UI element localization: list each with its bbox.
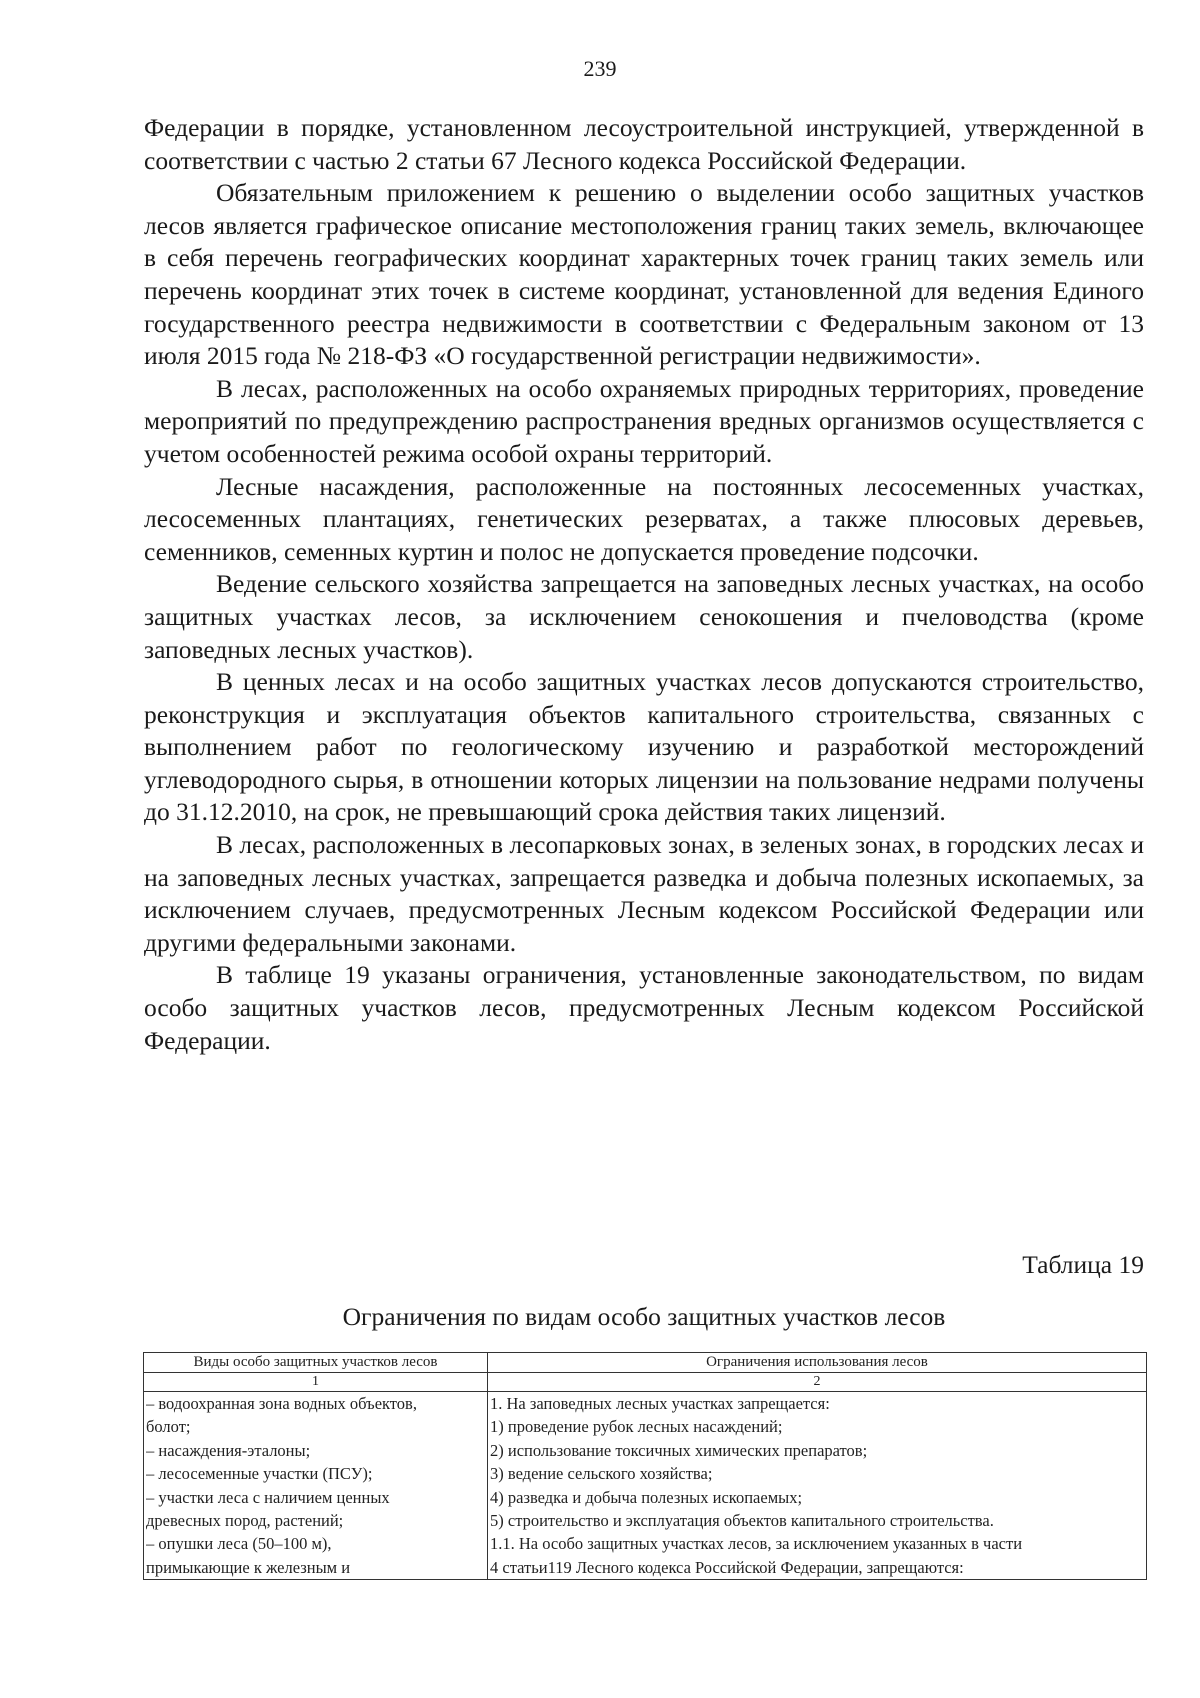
paragraph: В ценных лесах и на особо защитных участках лесов допускаются строительство, реконструкция и эксплуатация объектов капитального строительства, связанных с выполнением работ по геологическому изучению и разработкой месторождений углеводородного сырья, в отношении которых лицензии на пользование недрами получены до 31.12.2010, на срок, не превышающий срока действия таких лицензий. xyxy=(144,667,1144,827)
osu-type-line: – водоохранная зона водных объектов, xyxy=(146,1394,417,1413)
osu-type-line: болот; xyxy=(146,1417,191,1437)
restriction-line: 1) проведение рубок лесных насаждений; xyxy=(490,1417,783,1437)
restriction-line: 2) использование токсичных химических препаратов; xyxy=(490,1440,868,1460)
paragraph: В лесах, расположенных в лесопарковых зонах, в зеленых зонах, в городских лесах и на заповедных лесных участках, запрещается разведка и добыча полезных ископаемых, за исключением случаев, предусмотренных Лесным кодексом Российской Федерации или другими федеральными законами. xyxy=(144,830,1144,957)
osu-type-line: – лесосеменные участки (ПСУ); xyxy=(146,1464,373,1484)
table-cell-osu-types xyxy=(144,1392,488,1580)
paragraph: Обязательным приложением к решению о выделении особо защитных участков лесов является графическое описание местоположения границ таких земель, включающее в себя перечень географических координат характерных точек границ таких земель или перечень координат этих точек в системе координат, установленной для ведения Единого государственного реестра недвижимости в соответствии с Федеральным законом от 13 июля 2015 года № 218-ФЗ «О государственной регистрации недвижимости». xyxy=(144,178,1144,371)
table-column-number-row xyxy=(144,1373,1147,1392)
restriction-line: 5) строительство и эксплуатация объектов капитального строительства. xyxy=(490,1511,994,1531)
osu-type-line: – насаждения-эталоны; xyxy=(146,1440,311,1460)
osu-type-line: примыкающие к железным и xyxy=(146,1557,351,1577)
osu-type-line: – опушки леса (50–100 м), xyxy=(146,1534,332,1554)
restriction-line: 3) ведение сельского хозяйства; xyxy=(490,1464,713,1484)
table-header-cell: Виды особо защитных участков лесов xyxy=(144,1353,488,1373)
paragraph: Ведение сельского хозяйства запрещается на заповедных лесных участках, на особо защитных участках лесов, за исключением сенокошения и пчеловодства (кроме заповедных лесных участков). xyxy=(144,569,1144,664)
restriction-line: 4 статьи119 Лесного кодекса Российской Федерации, запрещаются: xyxy=(490,1557,964,1577)
table-header-row xyxy=(144,1353,1147,1373)
paragraph: Лесные насаждения, расположенные на постоянных лесосеменных участках, лесосеменных плантациях, генетических резерватах, а также плюсовых деревьев, семенников, семенных куртин и полос не допускается проведение подсочки. xyxy=(144,471,1144,566)
table-cell-restrictions xyxy=(488,1392,1147,1580)
osu-type-line: древесных пород, растений; xyxy=(146,1511,344,1531)
paragraph: В лесах, расположенных на особо охраняемых природных территориях, проведение мероприятий по предупреждению распространения вредных организмов осуществляется с учетом особенностей режима особой охраны территорий. xyxy=(144,373,1144,468)
table-label: Таблица 19 xyxy=(1022,1250,1144,1279)
table-row xyxy=(144,1392,1147,1580)
paragraph: Федерации в порядке, установленном лесоустроительной инструкцией, утвержденной в соответствии с частью 2 статьи 67 Лесного кодекса Российской Федерации. xyxy=(144,113,1144,175)
table-column-number: 2 xyxy=(488,1373,1147,1392)
table-header-cell: Ограничения использования лесов xyxy=(488,1353,1147,1373)
restriction-line: 1. На заповедных лесных участках запрещается: xyxy=(490,1394,830,1413)
restrictions-table xyxy=(143,1352,1147,1580)
paragraph: В таблице 19 указаны ограничения, установленные законодательством, по видам особо защитных участков лесов, предусмотренных Лесным кодексом Российской Федерации. xyxy=(144,960,1144,1055)
osu-type-line: – участки леса с наличием ценных xyxy=(146,1487,390,1507)
restriction-line: 4) разведка и добыча полезных ископаемых; xyxy=(490,1487,803,1507)
page-number: 239 xyxy=(583,56,617,81)
restriction-line: 1.1. На особо защитных участках лесов, за исключением указанных в части xyxy=(490,1534,1023,1554)
table-title: Ограничения по видам особо защитных участков лесов xyxy=(342,1302,946,1331)
body-text xyxy=(144,112,1144,1057)
table-column-number: 1 xyxy=(144,1373,488,1392)
